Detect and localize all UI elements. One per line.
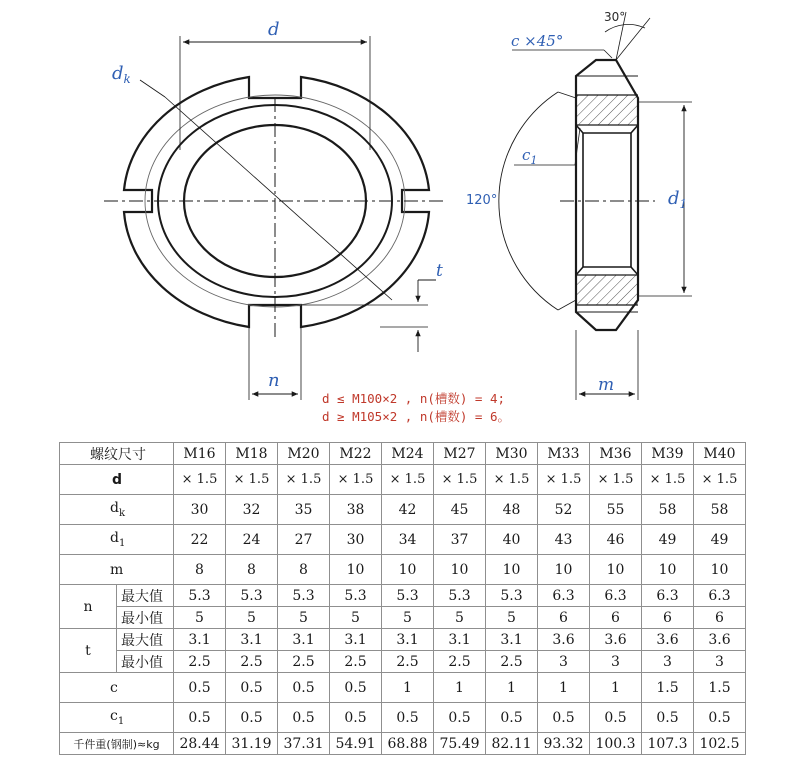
cell-n-max: 5.3 xyxy=(486,585,538,607)
cell-d1: 24 xyxy=(226,525,278,555)
cell-d: × 1.5 xyxy=(486,465,538,495)
label-m: m xyxy=(598,375,615,395)
cell-weight: 107.3 xyxy=(642,733,694,755)
cell-d: × 1.5 xyxy=(590,465,642,495)
cell-dk: 52 xyxy=(538,495,590,525)
cell-t-max: 3.6 xyxy=(538,629,590,651)
table-row xyxy=(60,555,746,585)
front-view-labels xyxy=(112,19,443,391)
table-row xyxy=(60,651,746,673)
cell-t-min: 2.5 xyxy=(382,651,434,673)
dim-line-dk xyxy=(165,97,392,300)
table-row xyxy=(60,495,746,525)
label-t: t xyxy=(436,261,443,281)
cell-m: 10 xyxy=(538,555,590,585)
cell-m: 8 xyxy=(174,555,226,585)
cell-n-min: 5 xyxy=(382,607,434,629)
cell-t-min: 2.5 xyxy=(226,651,278,673)
cell-m: 10 xyxy=(642,555,694,585)
size-header: M22 xyxy=(330,443,382,465)
cell-t-max: 3.6 xyxy=(642,629,694,651)
cell-m: 10 xyxy=(434,555,486,585)
table-row xyxy=(60,443,746,465)
table-row xyxy=(60,629,746,651)
front-view xyxy=(104,36,445,400)
cell-n-max: 5.3 xyxy=(278,585,330,607)
bore-bottom-chamfer xyxy=(576,267,638,275)
angle-arc-120 xyxy=(499,92,558,310)
label-n: n xyxy=(268,370,280,391)
size-header: M33 xyxy=(538,443,590,465)
table-row xyxy=(60,733,746,755)
cell-t-max: 3.1 xyxy=(174,629,226,651)
cell-dk: 55 xyxy=(590,495,642,525)
cell-m: 10 xyxy=(694,555,746,585)
cell-c: 1 xyxy=(486,673,538,703)
cell-d1: 37 xyxy=(434,525,486,555)
cell-c1: 0.5 xyxy=(538,703,590,733)
size-header: M30 xyxy=(486,443,538,465)
table-row xyxy=(60,703,746,733)
note-slot-count-1: d ≤ M100×2 , n(槽数) = 4; xyxy=(322,391,506,406)
header-label: 螺纹尺寸 xyxy=(60,443,174,465)
cell-n-max: 5.3 xyxy=(330,585,382,607)
cell-weight: 102.5 xyxy=(694,733,746,755)
cell-n-min: 5 xyxy=(486,607,538,629)
cell-m: 8 xyxy=(226,555,278,585)
cell-n-min: 5 xyxy=(174,607,226,629)
row-label xyxy=(60,555,174,585)
cell-weight: 68.88 xyxy=(382,733,434,755)
cell-n-min: 5 xyxy=(226,607,278,629)
cell-d: × 1.5 xyxy=(174,465,226,495)
max-label: 最大值 xyxy=(117,629,174,651)
cell-t-min: 3 xyxy=(590,651,642,673)
cell-weight: 75.49 xyxy=(434,733,486,755)
cell-dk: 58 xyxy=(694,495,746,525)
cell-dk: 30 xyxy=(174,495,226,525)
cell-d1: 49 xyxy=(642,525,694,555)
cell-t-min: 2.5 xyxy=(278,651,330,673)
table-row xyxy=(60,585,746,607)
cell-t-max: 3.1 xyxy=(278,629,330,651)
cell-d1: 46 xyxy=(590,525,642,555)
cell-c: 1 xyxy=(382,673,434,703)
cell-n-min: 5 xyxy=(330,607,382,629)
cell-t-min: 3 xyxy=(694,651,746,673)
cell-c: 0.5 xyxy=(278,673,330,703)
cell-t-min: 3 xyxy=(538,651,590,673)
cell-weight: 93.32 xyxy=(538,733,590,755)
cell-n-max: 6.3 xyxy=(538,585,590,607)
cell-c1: 0.5 xyxy=(226,703,278,733)
cell-d: × 1.5 xyxy=(278,465,330,495)
cell-n-max: 5.3 xyxy=(382,585,434,607)
row-label-text: c xyxy=(110,679,118,696)
cell-n-min: 6 xyxy=(590,607,642,629)
cell-n-max: 6.3 xyxy=(694,585,746,607)
cell-weight: 37.31 xyxy=(278,733,330,755)
side-view xyxy=(499,12,692,400)
cell-dk: 58 xyxy=(642,495,694,525)
cell-n-max: 6.3 xyxy=(642,585,694,607)
label-dk: $d_k$ xyxy=(112,63,131,86)
cell-n-min: 5 xyxy=(434,607,486,629)
cell-n-max: 5.3 xyxy=(174,585,226,607)
cell-m: 10 xyxy=(382,555,434,585)
cell-c: 1 xyxy=(538,673,590,703)
table-row xyxy=(60,607,746,629)
cell-d: × 1.5 xyxy=(642,465,694,495)
cell-c: 0.5 xyxy=(330,673,382,703)
hatch-bottom xyxy=(576,275,638,305)
cell-c1: 0.5 xyxy=(642,703,694,733)
row-label xyxy=(60,525,174,555)
row-label-text: m xyxy=(110,561,124,578)
hatch-top xyxy=(576,95,638,125)
size-header: M40 xyxy=(694,443,746,465)
cell-dk: 32 xyxy=(226,495,278,525)
cell-c: 1 xyxy=(434,673,486,703)
cell-c: 1.5 xyxy=(642,673,694,703)
cell-m: 10 xyxy=(330,555,382,585)
cell-t-max: 3.1 xyxy=(382,629,434,651)
cell-dk: 42 xyxy=(382,495,434,525)
cell-t-min: 2.5 xyxy=(174,651,226,673)
size-header: M27 xyxy=(434,443,486,465)
row-label xyxy=(60,673,174,703)
cell-t-min: 2.5 xyxy=(330,651,382,673)
label-angle-120: 120° xyxy=(466,193,498,208)
group-label-t: t xyxy=(60,629,117,673)
cell-dk: 48 xyxy=(486,495,538,525)
row-label-d: d xyxy=(60,465,174,495)
cell-t-max: 3.1 xyxy=(330,629,382,651)
size-header: M20 xyxy=(278,443,330,465)
cell-weight: 31.19 xyxy=(226,733,278,755)
cell-c1: 0.5 xyxy=(486,703,538,733)
cell-t-min: 3 xyxy=(642,651,694,673)
label-chamfer-c: c ×45° xyxy=(511,32,564,50)
cell-m: 10 xyxy=(590,555,642,585)
cell-t-max: 3.1 xyxy=(226,629,278,651)
cell-d1: 43 xyxy=(538,525,590,555)
max-label: 最大值 xyxy=(117,585,174,607)
cell-c1: 0.5 xyxy=(330,703,382,733)
cell-weight: 100.3 xyxy=(590,733,642,755)
cell-dk: 35 xyxy=(278,495,330,525)
cell-n-min: 6 xyxy=(694,607,746,629)
cell-d: × 1.5 xyxy=(226,465,278,495)
row-label-subscript: 1 xyxy=(117,715,125,727)
cell-d1: 49 xyxy=(694,525,746,555)
cell-d1: 22 xyxy=(174,525,226,555)
cell-d: × 1.5 xyxy=(434,465,486,495)
leader-dk xyxy=(140,80,165,97)
cell-n-min: 6 xyxy=(642,607,694,629)
row-label-text: d xyxy=(110,530,119,547)
label-c1: $c_1$ xyxy=(522,146,538,167)
cell-c: 1 xyxy=(590,673,642,703)
cell-c: 0.5 xyxy=(174,673,226,703)
label-angle-30: 30° xyxy=(604,10,626,24)
dimension-table xyxy=(59,442,746,755)
size-header: M39 xyxy=(642,443,694,465)
note-slot-count-2: d ≥ M105×2 , n(槽数) = 6。 xyxy=(322,409,511,424)
nut-outer-contour xyxy=(124,77,429,327)
label-d: d xyxy=(268,19,280,40)
cell-n-max: 5.3 xyxy=(434,585,486,607)
row-label-text: d xyxy=(110,500,119,517)
min-label: 最小值 xyxy=(117,651,174,673)
cell-d1: 40 xyxy=(486,525,538,555)
row-label-subscript: 1 xyxy=(118,537,126,549)
cell-n-min: 5 xyxy=(278,607,330,629)
cell-weight: 82.11 xyxy=(486,733,538,755)
table-row xyxy=(60,673,746,703)
cell-c: 0.5 xyxy=(226,673,278,703)
cell-dk: 38 xyxy=(330,495,382,525)
cell-d: × 1.5 xyxy=(538,465,590,495)
row-label xyxy=(60,495,174,525)
cell-t-min: 2.5 xyxy=(486,651,538,673)
cell-t-max: 3.6 xyxy=(590,629,642,651)
cell-t-max: 3.1 xyxy=(434,629,486,651)
size-header: M16 xyxy=(174,443,226,465)
cell-c: 1.5 xyxy=(694,673,746,703)
size-header: M18 xyxy=(226,443,278,465)
size-header: M36 xyxy=(590,443,642,465)
cell-c1: 0.5 xyxy=(590,703,642,733)
cell-n-max: 5.3 xyxy=(226,585,278,607)
cell-weight: 54.91 xyxy=(330,733,382,755)
cell-d: × 1.5 xyxy=(694,465,746,495)
cell-c1: 0.5 xyxy=(278,703,330,733)
bore-top-chamfer xyxy=(576,125,638,133)
cell-dk: 45 xyxy=(434,495,486,525)
row-label xyxy=(60,703,174,733)
cell-d1: 30 xyxy=(330,525,382,555)
table-body xyxy=(60,443,746,755)
table-row xyxy=(60,465,746,495)
cell-d1: 34 xyxy=(382,525,434,555)
cell-c1: 0.5 xyxy=(434,703,486,733)
cell-weight: 28.44 xyxy=(174,733,226,755)
cell-m: 8 xyxy=(278,555,330,585)
cell-m: 10 xyxy=(486,555,538,585)
min-label: 最小值 xyxy=(117,607,174,629)
row-label-weight: 千件重(钢制)≈kg xyxy=(60,733,174,755)
row-label-text: c xyxy=(110,708,118,725)
cell-c1: 0.5 xyxy=(382,703,434,733)
cell-c1: 0.5 xyxy=(174,703,226,733)
row-label-subscript: k xyxy=(118,507,126,519)
cell-d: × 1.5 xyxy=(382,465,434,495)
size-header: M24 xyxy=(382,443,434,465)
table-row xyxy=(60,525,746,555)
cell-c1: 0.5 xyxy=(694,703,746,733)
cell-d1: 27 xyxy=(278,525,330,555)
cell-t-min: 2.5 xyxy=(434,651,486,673)
cell-n-max: 6.3 xyxy=(590,585,642,607)
cell-d: × 1.5 xyxy=(330,465,382,495)
cell-t-max: 3.1 xyxy=(486,629,538,651)
cell-n-min: 6 xyxy=(538,607,590,629)
group-label-n: n xyxy=(60,585,117,629)
cell-t-max: 3.6 xyxy=(694,629,746,651)
label-d1: $d_1$ xyxy=(668,188,688,211)
